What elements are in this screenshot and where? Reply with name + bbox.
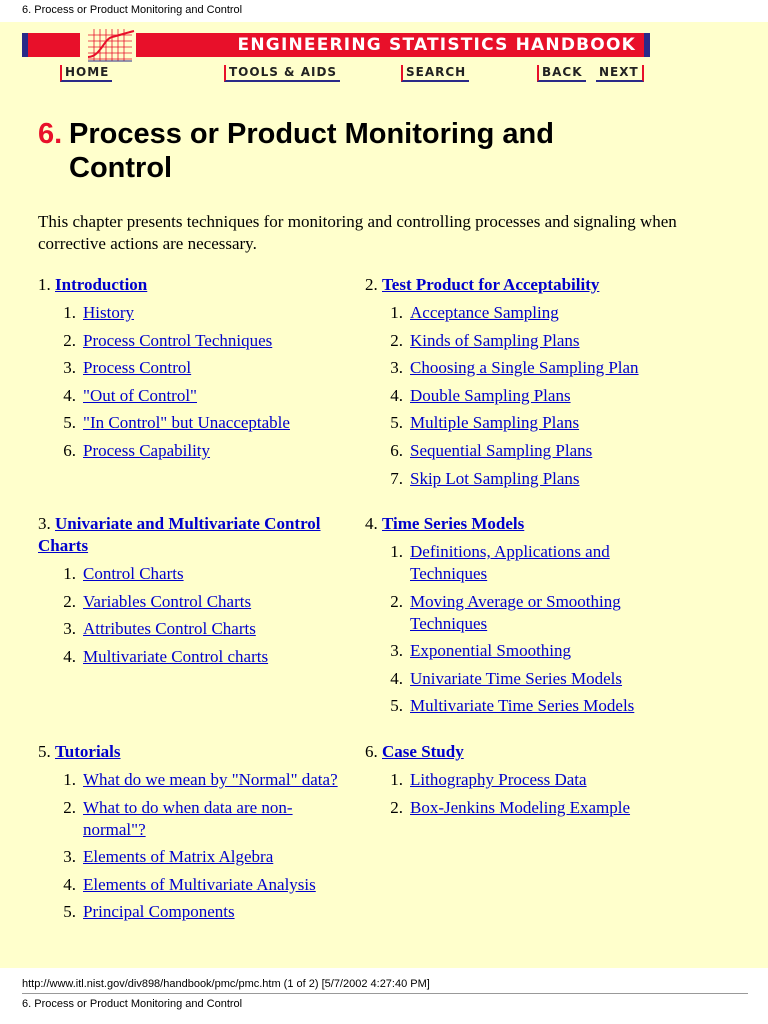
handbook-page <box>0 22 768 968</box>
section-link[interactable]: Test Product for Acceptability <box>382 275 600 294</box>
print-header-title: 6. Process or Product Monitoring and Control <box>22 4 243 16</box>
chapter-number: 6. <box>38 118 63 150</box>
topic-link[interactable]: Process Control <box>83 358 192 378</box>
list-item: 6. Sequential Sampling Plans <box>390 440 593 460</box>
topic-link[interactable]: What to do when data are non-normal"? <box>83 797 293 839</box>
topic-link[interactable]: "Out of Control" <box>83 385 197 405</box>
section-tutorials <box>38 741 338 929</box>
banner-title: ENGINEERING STATISTICS HANDBOOK <box>136 33 644 57</box>
list-item: 7. Skip Lot Sampling Plans <box>390 468 580 488</box>
chapter-intro: This chapter presents techniques for monitoring and controlling processes and signaling when corrective actions are necessary. <box>38 212 677 253</box>
section-link[interactable]: Introduction <box>55 275 148 294</box>
list-item: 6. Process Capability <box>63 440 211 460</box>
list-item: 5. Multiple Sampling Plans <box>390 413 580 433</box>
topic-link[interactable]: Variables Control Charts <box>83 591 252 611</box>
section-time-series <box>365 513 665 723</box>
topic-link[interactable]: Moving Average or Smoothing Techniques <box>410 591 621 633</box>
footer-url: http://www.itl.nist.gov/div898/handbook/pmc/pmc.htm (1 of 2) [5/7/2002 4:27:40 PM] <box>22 978 430 990</box>
topic-link[interactable]: Process Capability <box>83 440 211 460</box>
topic-link[interactable]: Skip Lot Sampling Plans <box>410 468 580 488</box>
topic-link[interactable]: Attributes Control Charts <box>83 619 256 639</box>
nav-next-button[interactable]: NEXT <box>596 65 644 82</box>
topic-link[interactable]: Multivariate Time Series Models <box>410 696 635 716</box>
footer-page-label: 6. Process or Product Monitoring and Control <box>22 998 243 1010</box>
list-item: 3. Choosing a Single Sampling Plan <box>390 358 639 378</box>
list-item: 5. "In Control" but Unacceptable <box>63 413 290 433</box>
list-item: 1. Definitions, Applications and Techniques <box>390 542 610 583</box>
nav-back-button[interactable]: BACK <box>537 65 586 82</box>
section-control-charts <box>38 513 338 673</box>
topic-link[interactable]: History <box>83 303 134 322</box>
topic-link[interactable]: Multivariate Control charts <box>83 646 269 666</box>
topic-link[interactable]: Elements of Multivariate Analysis <box>83 874 316 894</box>
list-item: 3. Elements of Matrix Algebra <box>63 847 274 867</box>
list-item: 1. Control Charts <box>63 564 184 583</box>
list-item: 2. Process Control Techniques <box>63 330 273 350</box>
section-number: 2. <box>365 275 378 294</box>
section-link[interactable]: Time Series Models <box>382 514 525 533</box>
nav-search-button[interactable]: SEARCH <box>401 65 469 82</box>
topic-link[interactable]: Choosing a Single Sampling Plan <box>410 358 639 378</box>
handbook-logo-icon <box>80 27 136 63</box>
section-number: 3. <box>38 514 51 533</box>
section-link[interactable]: Tutorials <box>55 742 121 761</box>
nav-home-button[interactable]: HOME <box>60 65 112 82</box>
topic-link[interactable]: Lithography Process Data <box>410 770 587 789</box>
section-number: 6. <box>365 742 378 761</box>
list-item: 5. Multivariate Time Series Models <box>390 696 635 716</box>
list-item: 2. Moving Average or Smoothing Techniques <box>390 591 621 633</box>
topic-link[interactable]: Definitions, Applications and Techniques <box>410 542 610 583</box>
section-number: 5. <box>38 742 51 761</box>
list-item: 4. Double Sampling Plans <box>390 385 571 405</box>
topic-link[interactable]: "In Control" but Unacceptable <box>83 413 290 433</box>
list-item: 4. Multivariate Control charts <box>63 646 269 666</box>
banner-right-bar <box>644 33 650 57</box>
list-item: 2. Kinds of Sampling Plans <box>390 330 580 350</box>
banner-left-bar <box>22 33 80 57</box>
print-footer <box>0 968 768 1024</box>
list-item: 2. Variables Control Charts <box>63 591 252 611</box>
topic-link[interactable]: Sequential Sampling Plans <box>410 440 593 460</box>
list-item: 1. Acceptance Sampling <box>390 303 559 322</box>
list-item: 3. Process Control <box>63 358 192 378</box>
section-link[interactable]: Case Study <box>382 742 464 761</box>
chapter-title-line1: Process or Product Monitoring and <box>69 118 554 150</box>
list-item: 1. History <box>63 303 134 322</box>
topic-link[interactable]: Kinds of Sampling Plans <box>410 330 580 350</box>
print-header <box>0 0 768 22</box>
nav-tools-aids-button[interactable]: TOOLS & AIDS <box>224 65 340 82</box>
list-item: 5. Principal Components <box>63 902 235 922</box>
list-item: 1. Lithography Process Data <box>390 770 587 789</box>
topic-link[interactable]: Elements of Matrix Algebra <box>83 847 274 867</box>
list-item: 2. What to do when data are non-normal"? <box>63 797 293 839</box>
chapter-title-line2: Control <box>69 152 173 184</box>
list-item: 3. Exponential Smoothing <box>390 641 572 661</box>
section-introduction <box>38 274 338 468</box>
section-case-study <box>365 741 665 824</box>
handbook-banner[interactable] <box>22 33 650 57</box>
list-item: 4. Elements of Multivariate Analysis <box>63 874 316 894</box>
topic-link[interactable]: Exponential Smoothing <box>410 641 572 661</box>
topic-link[interactable]: Process Control Techniques <box>83 330 273 350</box>
topic-link[interactable]: Univariate Time Series Models <box>410 668 623 688</box>
section-number: 4. <box>365 514 378 533</box>
list-item: 2. Box-Jenkins Modeling Example <box>390 797 631 817</box>
list-item: 4. "Out of Control" <box>63 385 197 405</box>
section-number: 1. <box>38 275 51 294</box>
list-item: 3. Attributes Control Charts <box>63 619 256 639</box>
section-link[interactable]: Univariate and Multivariate Control Charts <box>38 514 321 555</box>
topic-link[interactable]: Multiple Sampling Plans <box>410 413 580 433</box>
topic-link[interactable]: Box-Jenkins Modeling Example <box>410 797 631 817</box>
section-test-product <box>365 274 665 495</box>
list-item: 4. Univariate Time Series Models <box>390 668 623 688</box>
footer-divider <box>22 993 748 994</box>
topic-link[interactable]: Acceptance Sampling <box>410 303 559 322</box>
topic-link[interactable]: Control Charts <box>83 564 184 583</box>
chapter-title <box>38 117 618 185</box>
topic-link[interactable]: What do we mean by "Normal" data? <box>83 770 338 789</box>
topic-link[interactable]: Principal Components <box>83 902 235 922</box>
topic-link[interactable]: Double Sampling Plans <box>410 385 571 405</box>
list-item: 1. What do we mean by "Normal" data? <box>63 770 338 789</box>
